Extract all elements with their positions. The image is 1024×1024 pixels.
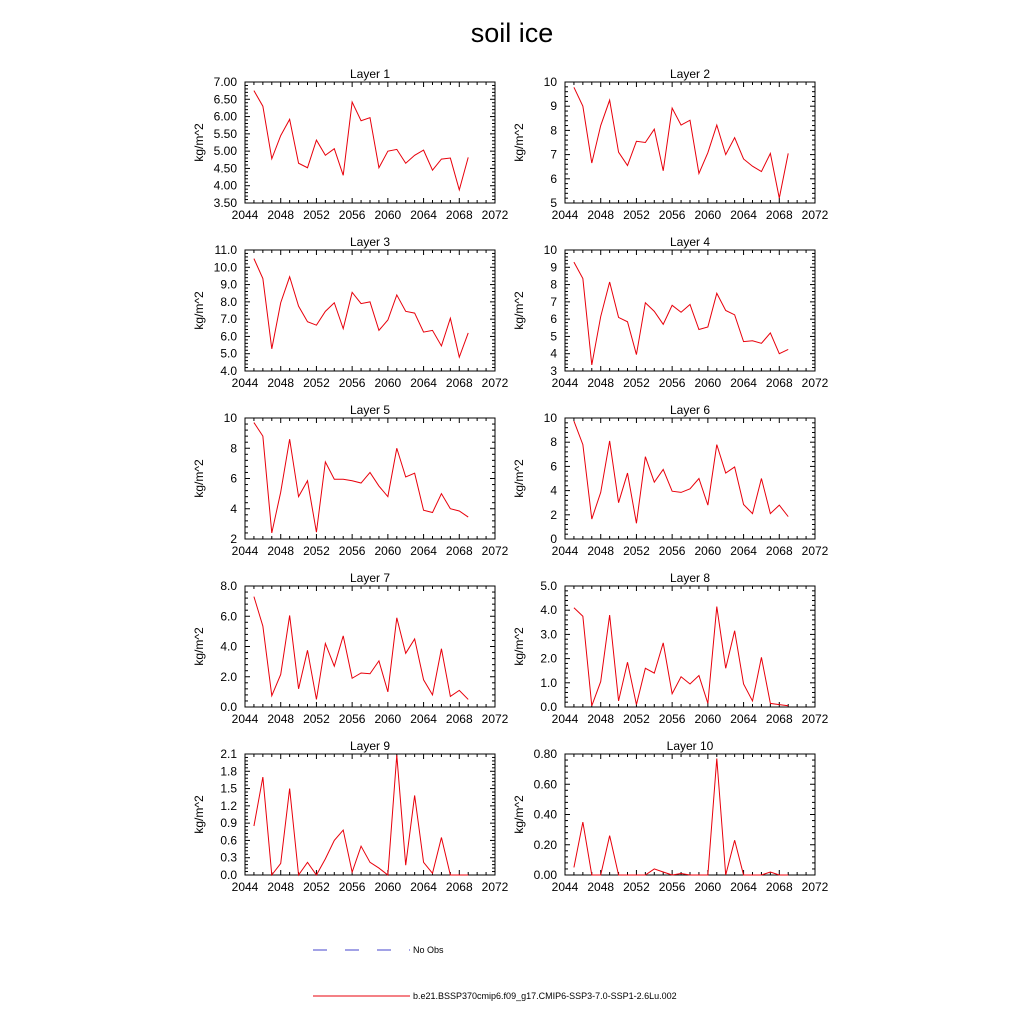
y-tick-label: 6 <box>550 312 557 327</box>
y-tick-label: 10 <box>543 411 557 425</box>
y-tick-label: 5.50 <box>213 126 237 141</box>
panel-layer-2 <box>512 67 829 222</box>
y-tick-label: 5 <box>550 329 557 344</box>
y-axis-label: kg/m^2 <box>192 291 206 330</box>
y-tick-label: 3.0 <box>540 627 557 642</box>
y-tick-label: 4 <box>230 501 237 516</box>
y-tick-label: 10 <box>543 75 557 89</box>
plot-frame <box>245 754 495 875</box>
panel-title: Layer 6 <box>669 403 711 417</box>
panel-layer-10 <box>512 739 829 894</box>
y-tick-label: 0.0 <box>220 868 237 882</box>
y-tick-label: 7 <box>550 294 557 309</box>
x-tick-label: 2056 <box>338 712 366 726</box>
x-tick-label: 2068 <box>445 208 473 222</box>
y-tick-label: 6 <box>550 171 557 186</box>
x-tick-label: 2072 <box>801 880 829 894</box>
x-tick-label: 2072 <box>481 880 509 894</box>
panel-layer-1 <box>192 67 509 222</box>
x-tick-label: 2044 <box>551 544 579 558</box>
x-tick-label: 2068 <box>765 712 793 726</box>
x-tick-label: 2044 <box>231 880 259 894</box>
y-tick-label: 8.0 <box>220 294 237 309</box>
x-tick-label: 2060 <box>694 544 722 558</box>
x-tick-label: 2060 <box>374 880 402 894</box>
x-tick-label: 2060 <box>694 712 722 726</box>
y-tick-label: 8 <box>550 435 557 450</box>
y-tick-label: 2.0 <box>540 651 557 666</box>
y-tick-label: 6.50 <box>213 92 237 107</box>
x-tick-label: 2064 <box>410 376 437 390</box>
x-tick-label: 2052 <box>623 208 650 222</box>
x-tick-label: 2064 <box>730 544 757 558</box>
y-tick-label: 7.00 <box>213 75 237 89</box>
x-tick-label: 2068 <box>765 544 793 558</box>
x-tick-label: 2072 <box>801 376 829 390</box>
y-tick-label: 5.00 <box>213 144 237 159</box>
x-tick-label: 2048 <box>267 712 295 726</box>
panel-title: Layer 2 <box>669 67 711 81</box>
y-tick-label: 9 <box>550 99 557 114</box>
series-line <box>574 759 788 875</box>
x-tick-label: 2048 <box>587 208 615 222</box>
plot-frame <box>565 754 815 875</box>
panel-grid <box>192 67 829 894</box>
y-tick-label: 1.0 <box>540 675 557 690</box>
x-tick-label: 2052 <box>303 880 330 894</box>
y-tick-label: 0.3 <box>220 850 237 865</box>
y-tick-label: 6 <box>230 471 237 486</box>
x-tick-label: 2060 <box>374 712 402 726</box>
series-line <box>254 423 468 533</box>
y-tick-label: 2.0 <box>220 669 237 684</box>
x-tick-label: 2048 <box>267 208 295 222</box>
y-axis-label: kg/m^2 <box>192 123 206 162</box>
x-tick-label: 2048 <box>267 880 295 894</box>
series-line <box>574 87 788 198</box>
y-tick-label: 7.0 <box>220 312 237 327</box>
y-tick-label: 8 <box>550 123 557 138</box>
y-tick-label: 0.40 <box>533 807 557 822</box>
y-tick-label: 0.9 <box>220 816 237 831</box>
x-tick-label: 2068 <box>445 544 473 558</box>
x-tick-label: 2064 <box>410 208 437 222</box>
x-tick-label: 2044 <box>551 208 579 222</box>
series-line <box>574 421 788 523</box>
x-tick-label: 2044 <box>551 376 579 390</box>
x-tick-label: 2048 <box>587 544 615 558</box>
x-tick-label: 2052 <box>303 544 330 558</box>
y-tick-label: 3 <box>550 364 557 378</box>
y-tick-label: 0.60 <box>533 777 557 792</box>
y-tick-label: 0.0 <box>540 700 557 714</box>
y-tick-label: 2 <box>550 507 557 522</box>
x-tick-label: 2052 <box>623 712 650 726</box>
panel-title: Layer 5 <box>349 403 391 417</box>
y-tick-label: 0.00 <box>533 868 557 882</box>
plot-frame <box>245 586 495 707</box>
y-axis-label: kg/m^2 <box>512 459 526 498</box>
y-tick-label: 1.2 <box>220 798 237 813</box>
y-tick-label: 9 <box>550 260 557 275</box>
x-tick-label: 2052 <box>303 208 330 222</box>
panel-title: Layer 4 <box>669 235 711 249</box>
x-tick-label: 2044 <box>231 208 259 222</box>
legend-obs-label: No Obs <box>413 945 444 955</box>
x-tick-label: 2056 <box>338 880 366 894</box>
y-axis-label: kg/m^2 <box>192 627 206 666</box>
y-tick-label: 6 <box>550 459 557 474</box>
x-tick-label: 2048 <box>587 880 615 894</box>
y-tick-label: 4.0 <box>220 639 237 654</box>
x-tick-label: 2048 <box>267 544 295 558</box>
panel-title: Layer 3 <box>349 235 391 249</box>
x-tick-label: 2068 <box>765 208 793 222</box>
series-line <box>254 259 468 358</box>
legend <box>313 945 677 1001</box>
y-tick-label: 6.0 <box>220 329 237 344</box>
x-tick-label: 2064 <box>410 712 437 726</box>
panel-title: Layer 7 <box>349 571 391 585</box>
x-tick-label: 2052 <box>623 376 650 390</box>
panel-layer-8 <box>512 571 829 726</box>
x-tick-label: 2072 <box>481 376 509 390</box>
y-axis-label: kg/m^2 <box>192 795 206 834</box>
x-tick-label: 2072 <box>481 712 509 726</box>
y-tick-label: 8 <box>230 441 237 456</box>
x-tick-label: 2052 <box>623 880 650 894</box>
x-tick-label: 2060 <box>374 208 402 222</box>
x-tick-label: 2060 <box>694 208 722 222</box>
x-tick-label: 2056 <box>338 544 366 558</box>
series-line <box>574 262 788 365</box>
x-tick-label: 2068 <box>765 880 793 894</box>
y-tick-label: 9.0 <box>220 277 237 292</box>
y-tick-label: 0.6 <box>220 833 237 848</box>
y-tick-label: 0.80 <box>533 747 557 761</box>
series-line <box>254 91 468 190</box>
y-axis-label: kg/m^2 <box>512 291 526 330</box>
x-tick-label: 2072 <box>801 208 829 222</box>
panel-layer-3 <box>192 235 509 390</box>
x-tick-label: 2064 <box>410 544 437 558</box>
x-tick-label: 2056 <box>658 544 686 558</box>
x-tick-label: 2064 <box>730 208 757 222</box>
x-tick-label: 2052 <box>303 376 330 390</box>
y-axis-label: kg/m^2 <box>192 459 206 498</box>
y-tick-label: 4 <box>550 346 557 361</box>
y-tick-label: 2 <box>230 532 237 546</box>
x-tick-label: 2060 <box>374 544 402 558</box>
y-tick-label: 0 <box>550 532 557 546</box>
y-tick-label: 8 <box>550 277 557 292</box>
x-tick-label: 2048 <box>587 712 615 726</box>
y-tick-label: 8.0 <box>220 579 237 593</box>
x-tick-label: 2048 <box>267 376 295 390</box>
x-tick-label: 2060 <box>694 376 722 390</box>
y-tick-label: 0.0 <box>220 700 237 714</box>
panel-title: Layer 10 <box>666 739 714 753</box>
plot-frame <box>245 250 495 371</box>
x-tick-label: 2056 <box>658 376 686 390</box>
x-tick-label: 2056 <box>338 208 366 222</box>
y-tick-label: 4.0 <box>220 364 237 378</box>
x-tick-label: 2044 <box>231 544 259 558</box>
figure-title: soil ice <box>470 18 554 48</box>
y-tick-label: 1.5 <box>220 781 237 796</box>
series-line <box>254 755 468 875</box>
series-line <box>574 607 788 706</box>
y-axis-label: kg/m^2 <box>512 123 526 162</box>
x-tick-label: 2044 <box>231 712 259 726</box>
y-tick-label: 4 <box>550 483 557 498</box>
panel-layer-9 <box>192 739 509 894</box>
x-tick-label: 2056 <box>658 712 686 726</box>
panel-layer-5 <box>192 403 509 558</box>
y-tick-label: 10 <box>543 243 557 257</box>
plot-frame <box>565 418 815 539</box>
x-tick-label: 2048 <box>587 376 615 390</box>
x-tick-label: 2064 <box>730 880 757 894</box>
y-axis-label: kg/m^2 <box>512 627 526 666</box>
panel-title: Layer 8 <box>669 571 711 585</box>
panel-layer-4 <box>512 235 829 390</box>
y-tick-label: 10.0 <box>213 260 237 275</box>
y-tick-label: 5.0 <box>220 346 237 361</box>
x-tick-label: 2068 <box>765 376 793 390</box>
y-tick-label: 5 <box>550 196 557 210</box>
y-tick-label: 4.00 <box>213 178 237 193</box>
panel-title: Layer 9 <box>349 739 391 753</box>
y-tick-label: 2.1 <box>220 747 237 761</box>
x-tick-label: 2060 <box>374 376 402 390</box>
y-axis-label: kg/m^2 <box>512 795 526 834</box>
panel-layer-7 <box>192 571 509 726</box>
x-tick-label: 2044 <box>231 376 259 390</box>
y-tick-label: 4.0 <box>540 603 557 618</box>
y-tick-label: 11.0 <box>214 243 237 257</box>
x-tick-label: 2044 <box>551 712 579 726</box>
y-tick-label: 0.20 <box>533 837 557 852</box>
x-tick-label: 2072 <box>801 544 829 558</box>
x-tick-label: 2072 <box>801 712 829 726</box>
panel-title: Layer 1 <box>349 67 391 81</box>
panel-layer-6 <box>512 403 829 558</box>
x-tick-label: 2068 <box>445 376 473 390</box>
x-tick-label: 2052 <box>623 544 650 558</box>
y-tick-label: 4.50 <box>213 161 237 176</box>
x-tick-label: 2072 <box>481 208 509 222</box>
x-tick-label: 2072 <box>481 544 509 558</box>
y-tick-label: 6.0 <box>220 609 237 624</box>
x-tick-label: 2064 <box>730 712 757 726</box>
y-tick-label: 7 <box>550 147 557 162</box>
series-line <box>254 597 468 700</box>
x-tick-label: 2052 <box>303 712 330 726</box>
y-tick-label: 10 <box>223 411 237 425</box>
x-tick-label: 2064 <box>410 880 437 894</box>
x-tick-label: 2060 <box>694 880 722 894</box>
x-tick-label: 2064 <box>730 376 757 390</box>
y-tick-label: 6.00 <box>213 109 237 124</box>
x-tick-label: 2044 <box>551 880 579 894</box>
plot-frame <box>565 82 815 203</box>
plot-frame <box>565 586 815 707</box>
x-tick-label: 2056 <box>658 208 686 222</box>
legend-model-label: b.e21.BSSP370cmip6.f09_g17.CMIP6-SSP3-7.0-SSP1-2.6Lu.002 <box>413 991 677 1001</box>
x-tick-label: 2056 <box>658 880 686 894</box>
x-tick-label: 2068 <box>445 880 473 894</box>
y-tick-label: 5.0 <box>540 579 557 593</box>
x-tick-label: 2056 <box>338 376 366 390</box>
y-tick-label: 1.8 <box>220 764 237 779</box>
x-tick-label: 2068 <box>445 712 473 726</box>
y-tick-label: 3.50 <box>213 196 237 210</box>
